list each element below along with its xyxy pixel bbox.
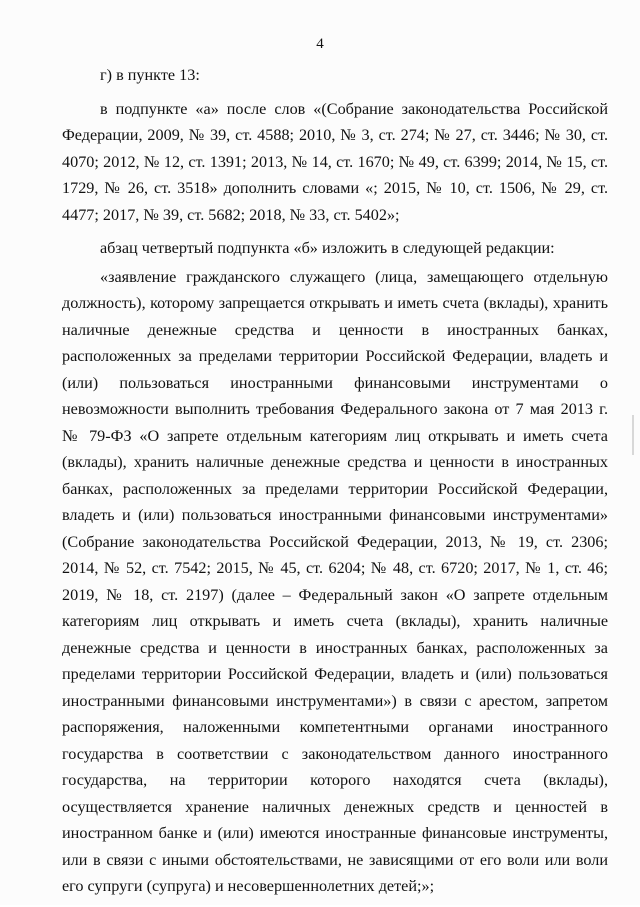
paragraph-item-g: г) в пункте 13: — [100, 66, 200, 84]
page-number: 4 — [316, 36, 324, 52]
scan-artifact — [632, 415, 634, 455]
paragraph-new-wording: «заявление гражданского служащего (лица, замещающего отдельную должность), которому запрещается открывать и иметь счета (вклады), хранить наличные денежные средства и ценности в иностранных банках, расположенных за пределами территории Российской Федерации, владеть и (или) пользоваться иностранными финансовыми инструментами о невозможности выполнить требования Федерального закона от 7 мая 2013 г. № 79-ФЗ «О запрете отдельным категориям лиц открывать и иметь счета (вклады), хранить наличные денежные средства и ценности в иностранных банках, расположенных за пределами территории Российской Федерации, владеть и (или) пользоваться иностранными финансовыми инструментами» (Собрание законодательства Российской Федерации, 2013, № 19, ст. 2306; 2014, № 52, ст. 7542; 2015, № 45, ст. 6204; № 48, ст. 6720; 2017, № 1, ст. 46; 2019, № 18, ст. 2197) (далее – Федеральный закон «О запрете отдельным категориям лиц открывать и иметь счета (вклады), хранить наличные денежные средства и ценности в иностранных банках, расположенных за пределами территории Российской Федерации, владеть и (или) пользоваться иностранными финансовыми инструментами») в связи с арестом, запретом распоряжения, наложенными компетентными органами иностранного государства в соответствии с законодательством данного иностранного государства, на территории которого находятся счета (вклады), осуществляется хранение наличных денежных средств и ценностей в иностранном банке и (или) имеются иностранные финансовые инструменты, или в связи с иными обстоятельствами, не зависящими от его воли или воли его супруги (супруга) и несовершеннолетних детей;»; — [62, 267, 608, 895]
paragraph-subparagraph-b-intro: абзац четвертый подпункта «б» изложить в следующей редакции: — [100, 239, 555, 257]
document-body — [62, 62, 608, 907]
paragraph-subparagraph-a: в подпункте «а» после слов «(Собрание законодательства Российской Федерации, 2009, № 39, ст. 4588; 2010, № 3, ст. 274; № 27, ст. 3446; № 30, ст. 4070; 2012, № 12, ст. 1391; 2013, № 14, ст. 1670; № 49, ст. 6399; 2014, № 15, ст. 1729, № 26, ст. 3518» дополнить словами «; 2015, № 10, ст. 1506, № 29, ст. 4477; 2017, № 39, ст. 5682; 2018, № 33, ст. 5402»; — [62, 99, 608, 224]
